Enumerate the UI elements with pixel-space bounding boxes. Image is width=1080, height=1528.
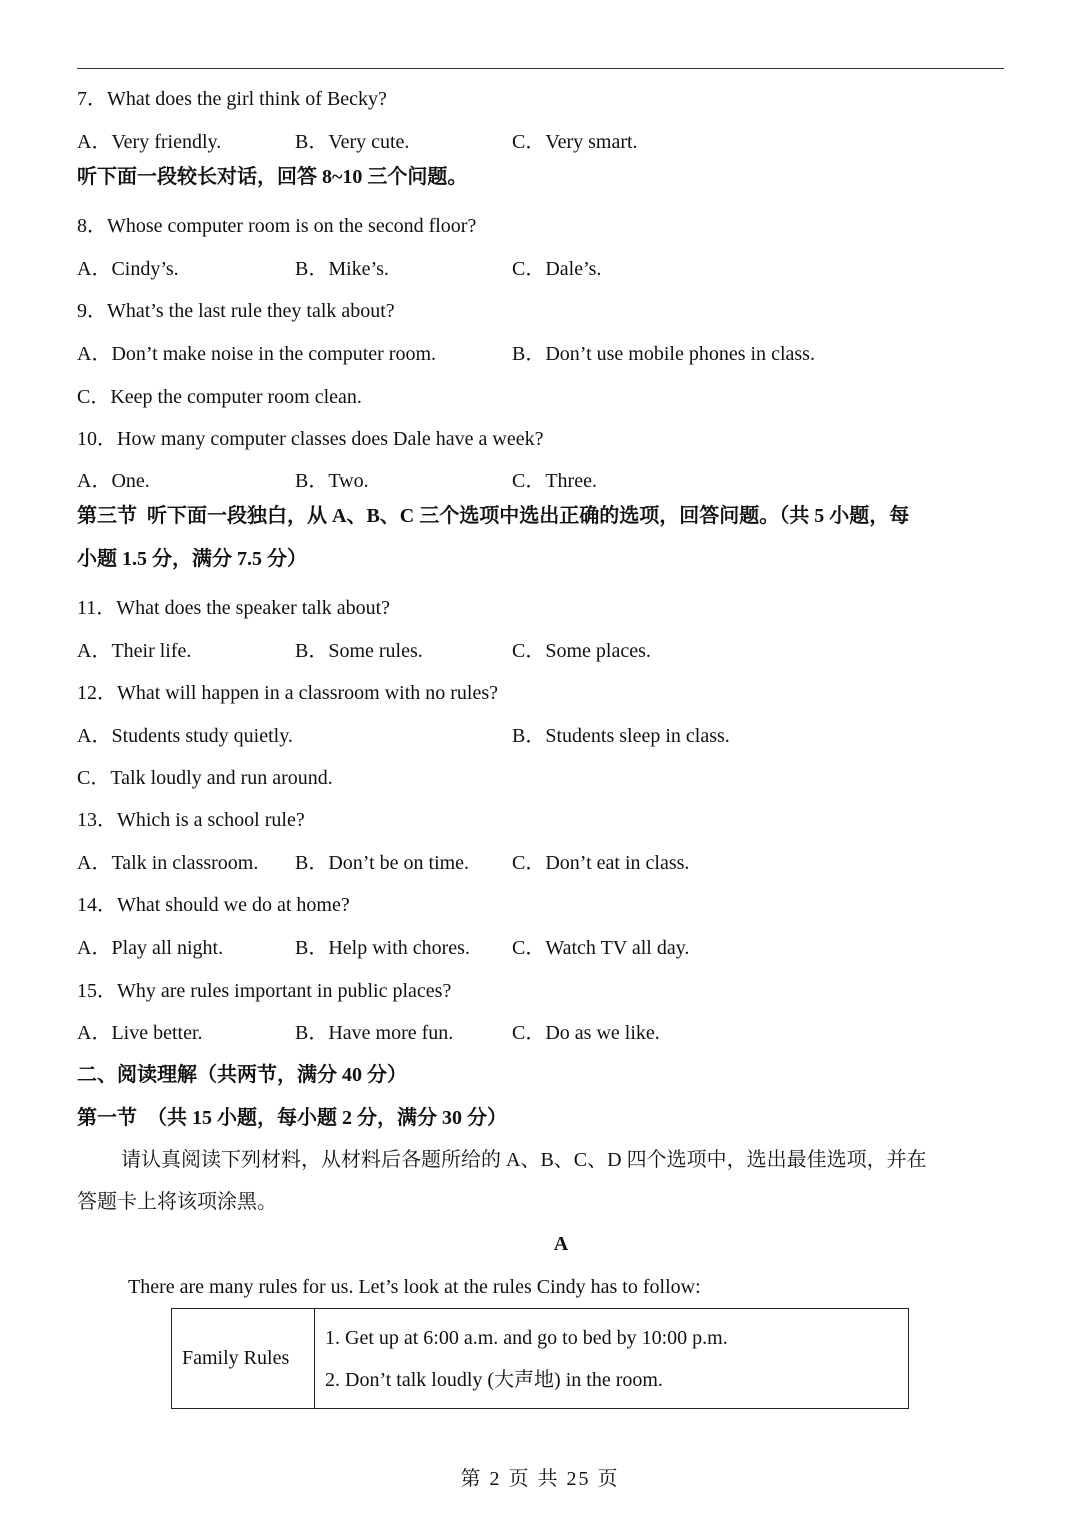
question-10-stem: 10．How many computer classes does Dale have a week?: [77, 428, 544, 450]
question-7-option-a: A．Very friendly.: [77, 131, 222, 153]
rule-item-1: 1. Get up at 6:00 a.m. and go to bed by 10:00 p.m.: [325, 1326, 728, 1349]
question-10-option-c: C．Three.: [512, 470, 597, 492]
question-11-option-a: A．Their life.: [77, 640, 192, 662]
rule-item-2: 2. Don’t talk loudly (大声地) in the room.: [325, 1368, 663, 1391]
question-14-stem: 14．What should we do at home?: [77, 894, 350, 916]
part2-section1-heading: 第一节 （共 15 小题，每小题 2 分，满分 30 分）: [77, 1107, 507, 1129]
question-15-stem: 15．Why are rules important in public places?: [77, 980, 452, 1002]
reading-instruction-line2: 答题卡上将该项涂黑。: [77, 1191, 277, 1213]
rules-category: Family Rules: [172, 1309, 315, 1409]
part2-heading: 二、阅读理解（共两节，满分 40 分）: [77, 1064, 407, 1086]
question-7-option-c: C．Very smart.: [512, 131, 638, 153]
question-12-stem: 12．What will happen in a classroom with no rules?: [77, 682, 499, 704]
question-12-option-c: C．Talk loudly and run around.: [77, 767, 333, 789]
page-footer: 第 2 页 共 25 页: [460, 1468, 620, 1490]
question-13-option-b: B．Don’t be on time.: [295, 852, 470, 874]
rules-table: [171, 1308, 909, 1409]
question-11-option-b: B．Some rules.: [295, 640, 423, 662]
passage-label: A: [553, 1233, 569, 1255]
question-9-option-c: C．Keep the computer room clean.: [77, 386, 362, 408]
reading-instruction-line1: 请认真阅读下列材料，从材料后各题所给的 A、B、C、D 四个选项中，选出最佳选项，并在: [121, 1149, 927, 1171]
question-7-option-b: B．Very cute.: [295, 131, 410, 153]
rules-items-cell: [315, 1309, 909, 1409]
question-15-option-a: A．Live better.: [77, 1022, 203, 1044]
question-14-option-c: C．Watch TV all day.: [512, 937, 690, 959]
question-10-option-a: A．One.: [77, 470, 150, 492]
question-12-option-a: A．Students study quietly.: [77, 725, 293, 747]
question-8-stem: 8．Whose computer room is on the second floor?: [77, 215, 477, 237]
question-15-option-c: C．Do as we like.: [512, 1022, 660, 1044]
question-11-option-c: C．Some places.: [512, 640, 651, 662]
question-10-option-b: B．Two.: [295, 470, 369, 492]
question-15-option-b: B．Have more fun.: [295, 1022, 454, 1044]
header-rule: [77, 68, 1004, 69]
question-13-option-c: C．Don’t eat in class.: [512, 852, 690, 874]
question-8-option-c: C．Dale’s.: [512, 258, 602, 280]
long-dialogue-instruction: 听下面一段较长对话，回答 8~10 三个问题。: [77, 166, 468, 188]
question-12-option-b: B．Students sleep in class.: [512, 725, 730, 747]
question-14-option-a: A．Play all night.: [77, 937, 224, 959]
section3-instruction-line1: 第三节 听下面一段独白，从 A、B、C 三个选项中选出正确的选项，回答问题。（共 5 小题，每: [77, 505, 910, 527]
question-9-option-a: A．Don’t make noise in the computer room.: [77, 343, 437, 365]
question-13-option-a: A．Talk in classroom.: [77, 852, 259, 874]
table-row: [172, 1309, 909, 1409]
question-8-option-a: A．Cindy’s.: [77, 258, 179, 280]
question-7-stem: 7．What does the girl think of Becky?: [77, 88, 387, 110]
passage-intro: There are many rules for us. Let’s look at the rules Cindy has to follow:: [128, 1276, 701, 1298]
question-13-stem: 13．Which is a school rule?: [77, 809, 305, 831]
question-8-option-b: B．Mike’s.: [295, 258, 389, 280]
question-11-stem: 11．What does the speaker talk about?: [77, 597, 391, 619]
question-9-option-b: B．Don’t use mobile phones in class.: [512, 343, 815, 365]
question-9-stem: 9．What’s the last rule they talk about?: [77, 300, 395, 322]
question-14-option-b: B．Help with chores.: [295, 937, 470, 959]
section3-instruction-line2: 小题 1.5 分，满分 7.5 分）: [77, 548, 307, 570]
